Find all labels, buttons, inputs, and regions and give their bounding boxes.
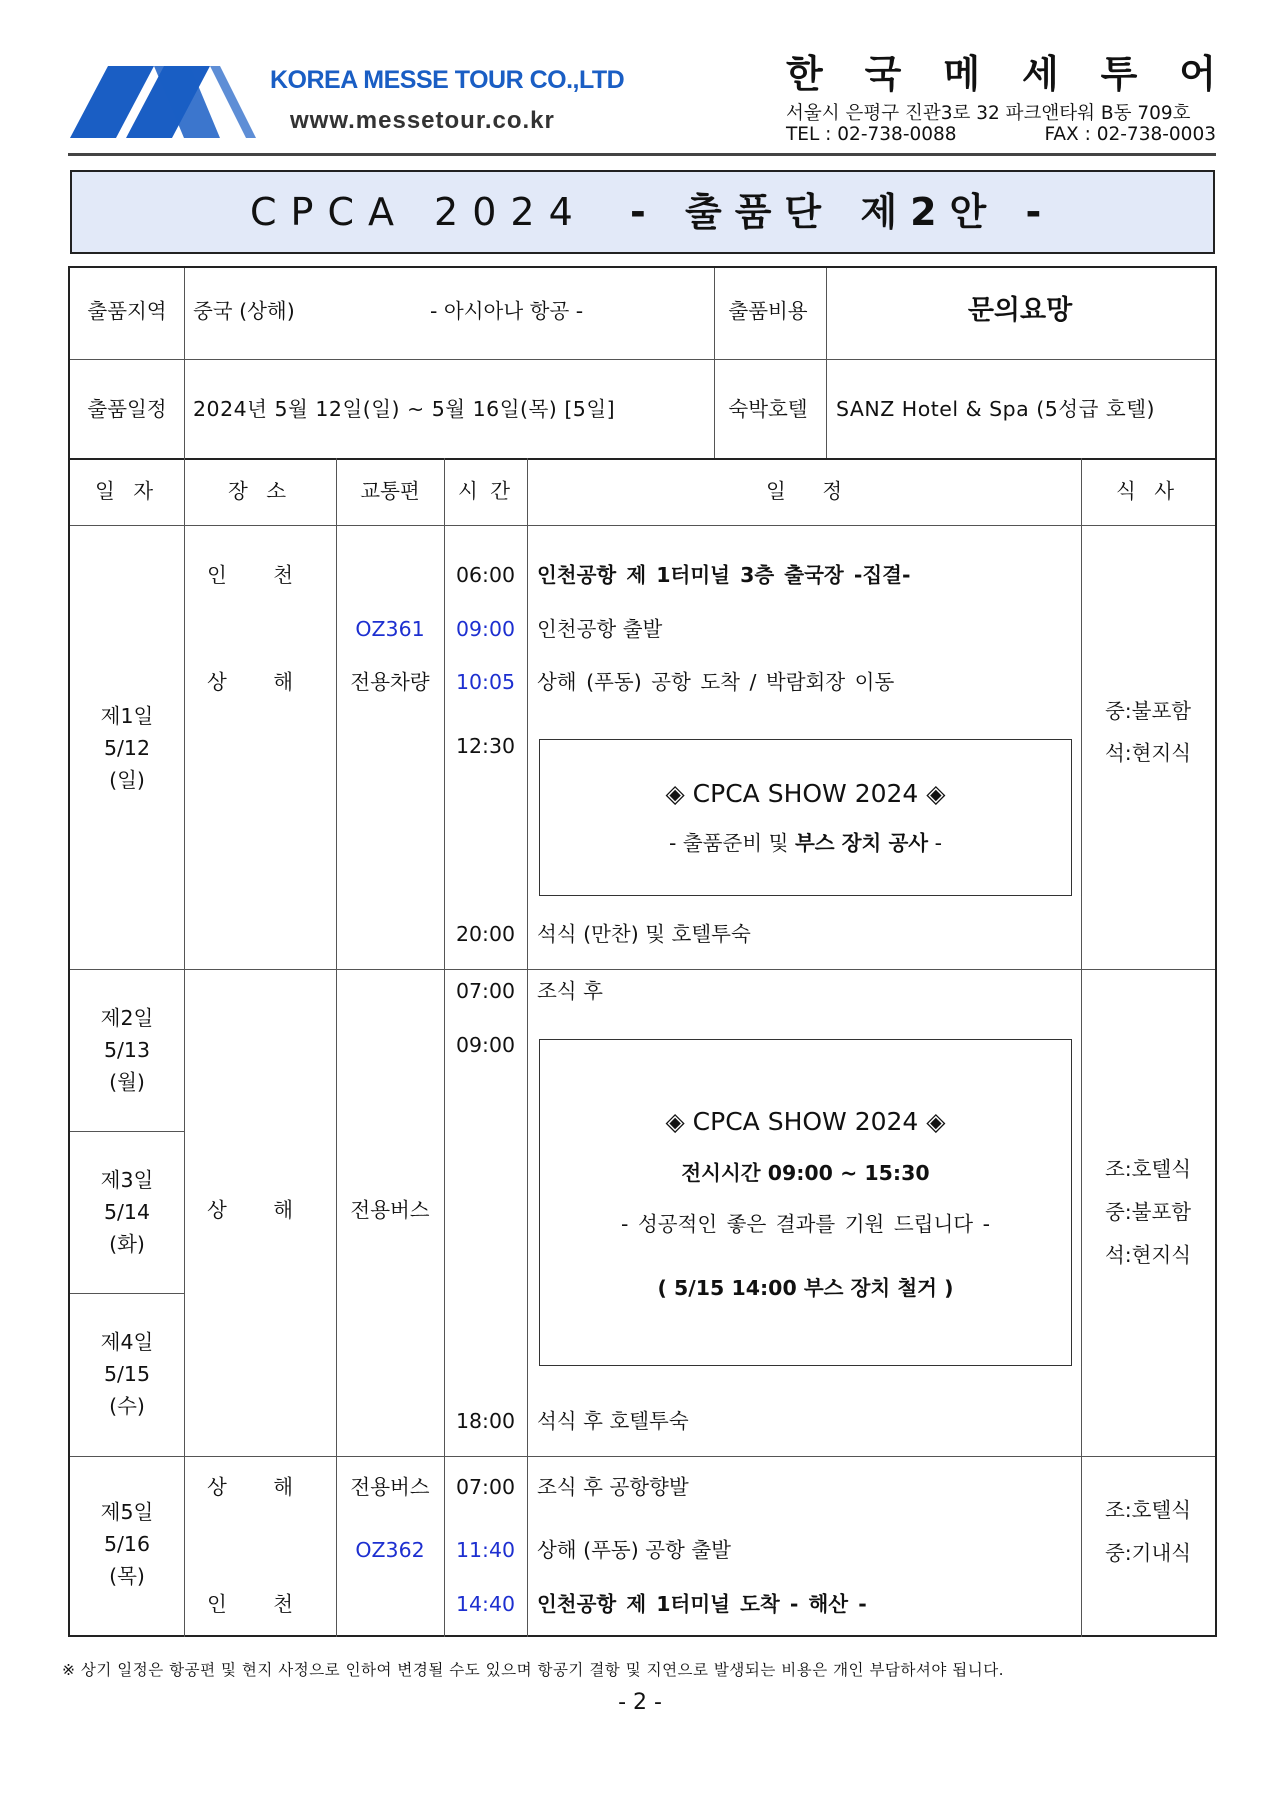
schedule-label: 출품일정 [87,397,167,421]
day1-time-2: 09:00 [455,617,516,641]
day5-event-2: 상해 (푸동) 공항 출발 [537,1538,731,1562]
company-website: www.messetour.co.kr [290,107,555,134]
day1-time-5: 20:00 [455,922,516,946]
col-date: 일 자 [94,479,160,503]
day5-date: 제5일 5/16 (목) [100,1500,154,1588]
day1-meals: 중:불포함 석:현지식 [1104,699,1192,765]
col-transport: 교통편 [360,479,420,503]
col-time: 시 간 [457,479,514,503]
hotel-value: SANZ Hotel & Spa (5성급 호텔) [836,397,1156,421]
day5-time-3: 14:40 [455,1592,516,1616]
company-name-en: KOREA MESSE TOUR CO.,LTD [270,66,625,94]
days234-transport: 전용버스 [350,1198,430,1222]
page-number: - 2 - [618,1690,662,1715]
airline: - 아시아나 항공 - [430,299,584,323]
days234-show-title: ◈ CPCA SHOW 2024 ◈ [665,1107,946,1136]
days234-time-2: 09:00 [455,1033,516,1057]
header-divider [68,153,1216,156]
day1-show-box [539,739,1072,896]
company-tel: TEL : 02-738-0088 [786,124,957,145]
day1-event-5: 석식 (만찬) 및 호텔투숙 [537,922,751,946]
col-meal: 식 사 [1115,479,1181,503]
days234-show-wish: - 성공적인 좋은 결과를 기원 드립니다 - [621,1212,990,1236]
day5-place-incheon: 인 천 [206,1592,314,1616]
days234-show-teardown: ( 5/15 14:00 부스 장치 철거 ) [657,1276,954,1300]
company-address: 서울시 은평구 진관3로 32 파크앤타워 B동 709호 [786,103,1191,124]
days234-time-1: 07:00 [455,979,516,1003]
day4-date: 제4일 5/15 (수) [100,1330,154,1418]
day1-show-sub: - 출품준비 및 부스 장치 공사 - [669,831,942,855]
day5-flight: OZ362 [355,1538,425,1562]
days234-event-1: 조식 후 [537,979,603,1003]
day3-date: 제3일 5/14 (화) [100,1168,154,1256]
day1-show-title: ◈ CPCA SHOW 2024 ◈ [665,779,946,808]
footnote: ※ 상기 일정은 항공편 및 현지 사정으로 인하여 변경될 수도 있으며 항공기 결항 및 지연으로 발생되는 비용은 개인 부담하셔야 됩니다. [62,1661,1005,1679]
day1-date: 제1일 5/12 (일) [100,704,154,792]
days234-event-3: 석식 후 호텔투숙 [537,1409,689,1433]
schedule-value: 2024년 5월 12일(일) ~ 5월 16일(목) [5일] [193,397,616,421]
region-value: 중국 (상해) [193,299,295,323]
days234-place: 상 해 [206,1198,314,1222]
day1-time-4: 12:30 [455,734,516,758]
region-label: 출품지역 [87,299,167,323]
company-fax: FAX : 02-738-0003 [1044,124,1216,145]
hotel-label: 숙박호텔 [728,397,808,421]
day5-meals: 조:호텔식 중:기내식 [1104,1498,1192,1565]
col-schedule: 일 정 [765,479,843,503]
day5-event-3: 인천공항 제 1터미널 도착 - 해산 - [537,1592,867,1616]
day1-time-1: 06:00 [455,563,516,587]
company-logo [70,66,256,138]
day1-place-shanghai: 상 해 [206,670,314,694]
cost-value: 문의요망 [967,295,1073,326]
day1-transport: 전용차량 [350,670,430,694]
company-contact [786,124,1216,145]
day2-date: 제2일 5/13 (월) [100,1006,154,1094]
day5-time-1: 07:00 [455,1475,516,1499]
day5-place-shanghai: 상 해 [206,1475,314,1499]
days234-show-hours: 전시시간 09:00 ~ 15:30 [681,1161,930,1185]
col-place: 장 소 [227,479,293,503]
title-event: CPCA 2024 [250,190,587,234]
day1-event-3: 상해 (푸동) 공항 도착 / 박람회장 이동 [537,670,895,694]
days234-time-3: 18:00 [455,1409,516,1433]
day1-event-2: 인천공항 출발 [537,617,663,641]
day1-time-3: 10:05 [455,670,516,694]
day5-time-2: 11:40 [455,1538,516,1562]
cost-label: 출품비용 [728,299,808,323]
title-plan: - 출품단 제2안 - [630,190,1055,234]
company-name-kr: 한 국 메 세 투 어 [786,52,1216,96]
days234-meals: 조:호텔식 중:불포함 석:현지식 [1104,1157,1192,1267]
day1-flight: OZ361 [355,617,425,641]
day1-event-1: 인천공항 제 1터미널 3층 출국장 -집결- [537,563,911,587]
days234-show-box [539,1039,1072,1366]
day1-place-incheon: 인 천 [206,563,314,587]
day5-event-1: 조식 후 공항향발 [537,1475,689,1499]
day5-transport: 전용버스 [350,1475,430,1499]
